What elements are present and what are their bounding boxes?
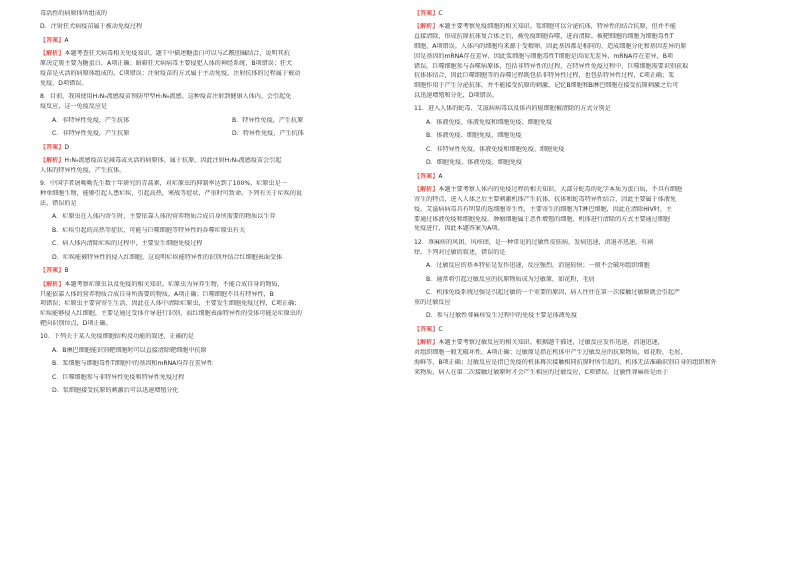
line-text: 抗体体结合，因此巨噬细胞等的吞噬过程既包括非特异性过程，也包括特异性过程，C项正确；浆 bbox=[414, 72, 675, 80]
line-text: 本题考察疟原虫以及免疫的相关知识。疟原虫为异养生物，不能合成自身的物质， bbox=[64, 280, 284, 288]
line-text: B．体液免疫、细胞免疫、细胞免疫 bbox=[426, 132, 522, 140]
left-line bbox=[40, 144, 400, 153]
line-text: 海鲜等，B项正确；过敏反应是指已免疫的机体再次接触相同抗原时所引起的，机体无法准确识别自身的组织和外 bbox=[414, 358, 717, 366]
line-text: 对组织细胞一般无破坏性，A项正确；过敏原是指在机体中产生过敏反应的抗原物质，如花粉，毛屑， bbox=[414, 349, 687, 357]
line-text: B．浆细胞与细胞毒性T细胞中的基因和mRNA均存在差异性 bbox=[52, 360, 213, 368]
left-line bbox=[40, 227, 400, 236]
line-text: D bbox=[64, 143, 70, 151]
line-text: 以迅速增殖和分化，D项错误。 bbox=[414, 91, 498, 99]
option-text: B．特异性免疫，产生抗原 bbox=[232, 116, 304, 124]
right-line bbox=[414, 369, 774, 378]
line-text: A bbox=[438, 172, 443, 180]
left-line bbox=[40, 347, 400, 356]
answer-tag: 【答案】 bbox=[414, 325, 439, 333]
left-line bbox=[40, 103, 400, 112]
line-text: D．注射狂犬病疫苗属于被动免疫过程 bbox=[40, 23, 143, 31]
answer-tag: 【解析】 bbox=[414, 186, 439, 194]
right-line bbox=[414, 10, 774, 19]
line-text: 疫反应，这一免疫反应是 bbox=[40, 103, 108, 111]
left-column bbox=[40, 10, 400, 401]
line-text: A．体液免疫、体液免疫和细胞免疫、细胞免疫 bbox=[426, 118, 553, 126]
line-text: 疟疾能够侵入红细胞，主要是通过受体介导进行识别，而红细胞表面特异性的受体可能是疟原虫的 bbox=[40, 310, 303, 318]
left-line bbox=[40, 387, 400, 396]
left-line bbox=[40, 310, 400, 319]
answer-tag: 【答案】 bbox=[40, 267, 65, 275]
left-line bbox=[40, 23, 400, 32]
right-line bbox=[414, 216, 774, 225]
line-text: 项错误；疟原虫主要营寄生生活，因此在人体中清除疟原虫，主要发生细胞免疫过程，C项正确； bbox=[40, 300, 301, 308]
left-line bbox=[40, 374, 400, 383]
right-line bbox=[414, 159, 774, 168]
right-line bbox=[414, 33, 774, 42]
left-line bbox=[40, 70, 400, 79]
right-line bbox=[414, 196, 774, 205]
line-text: 重的过敏反应 bbox=[414, 298, 451, 306]
right-line bbox=[414, 349, 774, 358]
line-text: 本题考查狂犬病毒相关免疫知识。题干中描述糖蛋白可以与乙酰胆碱结合，说明其抗 bbox=[64, 50, 290, 58]
line-text: 因是基因的mRNA存在差异，因此浆细胞与细胞毒性T细胞是因而无差异，mRNA存在差异，B项 bbox=[414, 52, 673, 60]
line-text: 本题主要考察人体内的免疫过程的相关知识。大部分蛇毒的化学本质为蛋白质，不具有细胞 bbox=[438, 186, 683, 194]
answer-tag: 【答案】 bbox=[414, 10, 439, 17]
right-line bbox=[414, 186, 774, 195]
answer-tag: 【解析】 bbox=[40, 157, 65, 164]
right-line bbox=[414, 239, 774, 248]
left-line bbox=[40, 300, 400, 309]
line-text: 直接清除，形成抗原抗体复合体之后，被免疫细胞吞噬，进而清除。被靶细胞的细胞为细胞毒性T bbox=[414, 33, 674, 41]
answer-tag: 【答案】 bbox=[40, 36, 65, 44]
right-line bbox=[414, 119, 774, 128]
line-text: 靶向识别位点，D项正确。 bbox=[40, 319, 112, 327]
answer-tag: 【解析】 bbox=[40, 280, 65, 288]
right-line bbox=[414, 82, 774, 91]
line-text: 免疫，D项错误。 bbox=[40, 79, 88, 87]
line-text: 本题主要考察过敏反应的相关知识。根据题干描述，过敏反应发作迅速，消退迅速， bbox=[438, 339, 664, 347]
line-text: 细胞作用于产生分泌抗体，并不能接受抗原的刺激，记忆B细胞和B淋巴细胞在接受抗原刺激之后可 bbox=[414, 82, 679, 90]
left-line bbox=[40, 180, 400, 189]
line-text: A．B淋巴细胞能识别靶细胞时可以直接清除靶细胞中抗原 bbox=[52, 346, 207, 354]
left-line bbox=[40, 267, 400, 276]
line-text: 毒活性的病原体所组成的 bbox=[40, 10, 108, 17]
right-line bbox=[414, 72, 774, 81]
line-text: A．疟原虫在人体内寄生时，主要依靠人体的营养物质合成自身所需要的物质以生存 bbox=[52, 213, 276, 221]
left-line bbox=[40, 190, 400, 199]
left-line bbox=[40, 254, 400, 263]
line-text: D．疟疾能被特异性的侵入红细胞，这说明疟疾能特异性的识别并结合红细胞表面受体 bbox=[52, 253, 283, 261]
line-text: B．通常将引起过敏反应的抗原物质成为过敏原，如花粉，毛屑 bbox=[426, 275, 595, 283]
line-text: 疫。艾滋病病毒具有明显的选细胞寄生性，主要寄生的细胞为T淋巴细胞，因此在清除HIV时，主 bbox=[414, 205, 673, 213]
right-column bbox=[414, 10, 774, 382]
left-line bbox=[40, 80, 400, 89]
right-line bbox=[414, 289, 774, 298]
answer-tag: 【答案】 bbox=[414, 172, 439, 180]
left-line bbox=[40, 333, 400, 342]
line-text: 错误。巨噬细胞参与吞噬病原体，包括非特异性的过程，在特异性免疫过程中，巨噬细胞需要识别获取 bbox=[414, 62, 689, 70]
line-text: 人体的特异性免疫，产生抗体。 bbox=[40, 166, 126, 174]
right-line bbox=[414, 173, 774, 182]
right-line bbox=[414, 262, 774, 271]
line-text: 疫苗是灭活的病原体组成的，C项错误；注射疫苗的方式属于主动免疫，注射抗体的过程属于被动 bbox=[40, 70, 301, 78]
left-line bbox=[40, 93, 400, 102]
line-text: C．巨噬细胞参与非特异性免疫和特异性免疫过程 bbox=[52, 373, 185, 381]
option-text: D．特异性免疫，产生抗体 bbox=[232, 130, 304, 138]
right-line bbox=[414, 105, 774, 114]
line-text: D．参与过敏性荨麻疹发生过程中的免疫主要是体液免疫 bbox=[426, 312, 577, 320]
line-text: D．细胞免疫、体液免疫、细胞免疫 bbox=[426, 159, 523, 167]
right-line bbox=[414, 63, 774, 72]
line-text: B．疟疾引起的高热等症状，可能与巨噬细胞等特异性的吞噬疟原虫有关 bbox=[52, 226, 246, 234]
line-text: A．过敏反应的基本特征是发作迅速，反应强烈，消退较快；一般不会破坏组织细胞 bbox=[426, 262, 650, 270]
line-text: 法，错误的是 bbox=[40, 199, 77, 207]
line-text: 痒。下列对过敏的叙述，错误的是 bbox=[414, 248, 506, 256]
answer-tag: 【解析】 bbox=[40, 50, 65, 58]
line-text: H₇N₉流感疫苗是减毒或灭活的病原体，属于抗原，因此注射H₇N₉流感疫苗会引起 bbox=[64, 157, 282, 164]
right-line bbox=[414, 339, 774, 348]
line-text: 10．下列关于某人免疫细胞结构及功能的叙述，正确的是 bbox=[40, 333, 195, 341]
right-line bbox=[414, 132, 774, 141]
line-text: C．病人体内清除疟疾的过程中，主要发生细胞免疫过程 bbox=[52, 240, 203, 248]
line-text: 11．进入人体的蛇毒、艾滋病病毒以及体内的癌细胞被清除的方式分别是 bbox=[414, 105, 611, 113]
left-line bbox=[40, 130, 400, 139]
left-line bbox=[40, 37, 400, 46]
right-line bbox=[414, 53, 774, 62]
option-text: A．非特异性免疫，产生抗体 bbox=[52, 116, 130, 124]
left-line bbox=[40, 213, 400, 222]
line-text: 只能依靠人体的营养物质合成自身所需要的物质，A项正确；巨噬细胞不具有特异性，B bbox=[40, 290, 274, 298]
right-line bbox=[414, 43, 774, 52]
option-text: C．非特异性免疫，产生抗原 bbox=[52, 130, 130, 138]
line-text: 种单细胞生物，能够引起人患疟疾，引起高热，寒战等症状，严重时可致命。下列有关于疟疾的说 bbox=[40, 190, 303, 198]
right-line bbox=[414, 92, 774, 101]
left-line bbox=[40, 117, 400, 126]
right-line bbox=[414, 206, 774, 215]
line-text: C．机体免疫系统过强是引起过敏的一个重要的原因，病人往往在第一次接触过敏原就会引起严 bbox=[426, 289, 681, 297]
left-line bbox=[40, 281, 400, 290]
line-text: C bbox=[438, 10, 443, 17]
answer-tag: 【解析】 bbox=[414, 339, 439, 347]
line-text: D．浆细胞接受抗原的刺激后可以迅速增殖分化 bbox=[52, 387, 179, 395]
line-text: B bbox=[64, 267, 69, 275]
right-line bbox=[414, 249, 774, 258]
answer-tag: 【答案】 bbox=[40, 143, 65, 151]
right-line bbox=[414, 146, 774, 155]
left-line bbox=[40, 50, 400, 59]
left-line bbox=[40, 167, 400, 176]
line-text: 要通过体液免疫和细胞免疫。肿瘤细胞属于恶性增殖的细胞，机体进行清除的方式主要通过细胞 bbox=[414, 215, 670, 223]
line-text: 免疫进行，因此本题答案为A项。 bbox=[414, 225, 504, 233]
right-line bbox=[414, 299, 774, 308]
left-line bbox=[40, 10, 400, 19]
right-line bbox=[414, 225, 774, 234]
line-text: 8．目前，我国使用H₇N₉流感疫苗预防甲型H₇N₉流感。这种疫苗注射到健康人体内，会引起免 bbox=[40, 93, 292, 101]
left-line bbox=[40, 320, 400, 329]
line-text: 9．中国学者屠呦呦先生数十年研究的青蒿素，对疟原虫的抑制率达到了100%，疟原虫是一 bbox=[40, 180, 287, 188]
line-text: C bbox=[438, 325, 443, 333]
line-text: 寄生的特点，进入人体之后主要刺激机体产生抗体，抗体和蛇毒特异性结合，因此主要属于体液免 bbox=[414, 196, 677, 204]
line-text: 来物质，病人在第二次接触过敏原时才会产生相应的过敏反应，C项错误。过敏性荨麻疹是由于 bbox=[414, 368, 669, 376]
right-line bbox=[414, 359, 774, 368]
left-line bbox=[40, 200, 400, 209]
line-text: 本题主要考察免疫细胞的相关知识。浆细胞可以分泌抗体，特异性的结合抗原，但并不能 bbox=[438, 23, 677, 31]
left-line bbox=[40, 360, 400, 369]
right-line bbox=[414, 23, 774, 32]
left-line bbox=[40, 157, 400, 166]
left-line bbox=[40, 291, 400, 300]
left-line bbox=[40, 240, 400, 249]
line-text: 12．荨麻疹的风团、风疹团，是一种常见的过敏性皮肤病，发病迅速，消退亦迅速，有剧 bbox=[414, 238, 654, 246]
right-line bbox=[414, 276, 774, 285]
line-text: A bbox=[64, 36, 69, 44]
right-line bbox=[414, 326, 774, 335]
answer-tag: 【解析】 bbox=[414, 23, 439, 31]
left-line bbox=[40, 60, 400, 69]
line-text: C．非特异性免疫、体液免疫和细胞免疫、细胞免疫 bbox=[426, 145, 565, 153]
right-line bbox=[414, 312, 774, 321]
line-text: 原决定簇主要为糖蛋白，A项正确；暗箱狂犬病病毒主要侵犯人体的神经系统，B项错误；狂犬 bbox=[40, 60, 293, 68]
line-text: 细胞，A项错误。人体内的细胞均来源于受精卵，因此基因都是相同的，造成细胞分化和基因差异的原 bbox=[414, 43, 687, 51]
